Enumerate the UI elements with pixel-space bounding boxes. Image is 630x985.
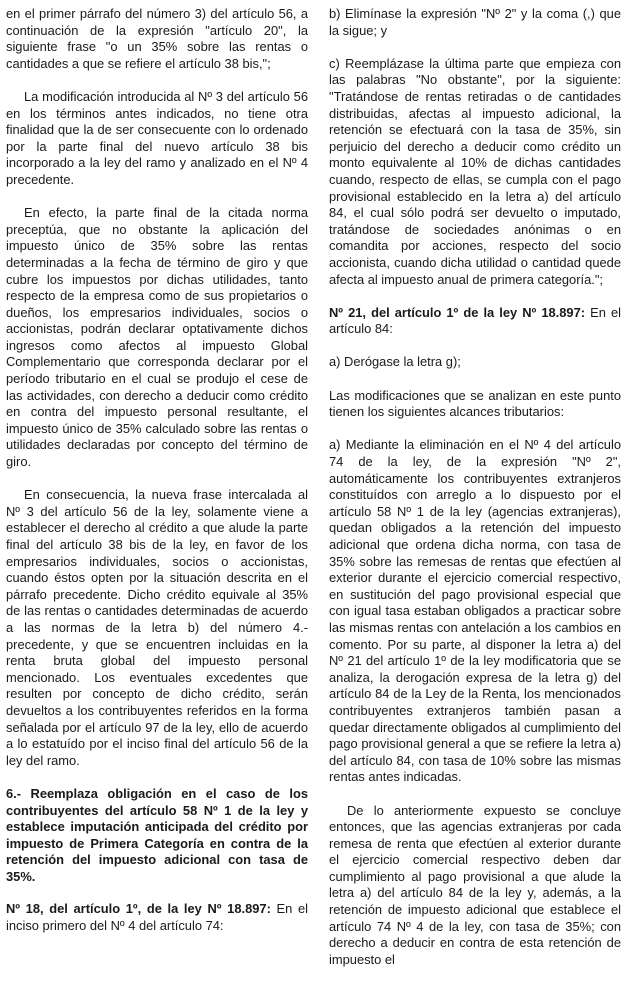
paragraph-modification: La modificación introducida al Nº 3 del artículo 56 en los términos antes indicados, no tiene otra finalidad que la de ser consecuente con lo ordenado por la parte final del nuevo artículo 38 bis incorporado a la ley del ramo y analizado en el Nº 4 precedente.	[6, 88, 308, 187]
right-column	[329, 6, 621, 985]
paragraph-item-a-analysis: a) Mediante la eliminación en el Nº 4 del artículo 74 de la ley, de la expresión "Nº 2", automáticamente los contribuyentes extranjeros constituídos con arreglo a lo dispuesto por el artículo 58 Nº 1 de la ley (agencias extranjeras), quedan obligados a la retención del impuesto adicional que ordena dicha norma, con tasa de 35% sobre las remesas de rentas que efectúen al exterior durante el ejercicio comercial respectivo, en sustitución del pago provisional especial que con igual tasa estaban obligados a practicar sobre las mismas rentas con antelación a los cambios en comento. Por su parte, al disponer la letra a) del Nº 21 del artículo 1º de la ley modificatoria que se analiza, la derogación expresa de la letra g) del artículo 84 de la Ley de la Renta, los mencionados contribuyentes extranjeros también pasan a quedar directamente obligados al cumplimiento del pago provisional general a que se refiere la letra a) del artículo 84, con tasa de 10% sobre las mismas rentas antes indicadas.	[329, 437, 621, 785]
paragraph-n18	[6, 901, 308, 934]
paragraph-effect: En efecto, la parte final de la citada norma preceptúa, que no obstante la aplicación del impuesto único de 35% sobre las rentas determinadas a la fecha de término de giro y que cubre los impuestos por dichas utilidades, tanto respecto de la empresa como de sus propietarios o dueños, los empresarios individuales, socios o accionistas, podrán declarar optativamente dichos ingresos como afectos al impuesto Global Complementario que corresponda declarar por el período tributario en el cual se produjo el cese de las actividades, con derecho a deducir como crédito en contra del impuesto personal resultante, el impuesto único de 35% calculado sobre las rentas o utilidades declaradas por concepto del término de giro.	[6, 205, 308, 470]
paragraph-intro: en el primer párrafo del número 3) del artículo 56, a continuación de la expresión "artículo 20", la siguiente frase "o un 35% sobre las rentas o cantidades a que se refiere el artículo 38 bis,";	[6, 6, 308, 71]
paragraph-item-a: a) Derógase la letra g);	[329, 354, 461, 370]
paragraph-conclusion: De lo anteriormente expuesto se concluye entonces, que las agencias extranjeras por cada remesa de renta que efectúen al exterior durante el ejercicio comercial respectivo deben dar cumplimiento al pago provisional a que alude la letra a) del artículo 84 de la ley y, además, a la retención de impuesto adicional que establece el artículo 74 Nº 4 de la ley, con tasa de 35%; con derecho a deducir en contra de esta retención de impuesto el	[329, 802, 621, 967]
n18-label: Nº 18, del artículo 1º, de la ley Nº 18.897:	[6, 901, 271, 917]
paragraph-modifications: Las modificaciones que se analizan en este punto tienen los siguientes alcances tributarios:	[329, 387, 621, 420]
n21-text: En el artículo 84:	[329, 304, 621, 337]
paragraph-item-b: b) Elimínase la expresión "Nº 2" y la coma (,) que la sigue; y	[329, 6, 621, 38]
paragraph-item-c: c) Reemplázase la última parte que empieza con las palabras "No obstante", por la siguiente: "Tratándose de rentas retiradas o de cantidades distribuidas, afectas al impuesto adicional, la retención se efectuará con la tasa de 35%, sin perjuicio del derecho a deducir como crédito un monto equivalente al 10% de dichas cantidades cuando, respecto de ellas, se cumpla con el pago provisional establecido en la letra a) del artículo 84, el cual sólo podrá ser devuelto o imputado, tratándose de sociedades anónimas o en comandita por acciones, respecto del socio accionista, cuando dicha utilidad o cantidad quede afecta al impuesto anual de primera categoría.";	[329, 55, 621, 287]
paragraph-n21	[329, 305, 621, 338]
paragraph-consequence: En consecuencia, la nueva frase intercalada al Nº 3 del artículo 56 de la ley, solamente viene a establecer el derecho al crédito a que alude la parte final del artículo 38 bis de la ley, en favor de los empresarios individuales, socios o accionistas, cuando éstos opten por la situación descrita en el párrafo precedente. Dicho crédito equivale al 35% de las rentas o cantidades determinadas de acuerdo a las normas de la letra b) del número 4.- precedente, y que se encuentren incluidas en la renta bruta global del impuesto personal mencionado. Los eventuales excedentes que resulten por concepto de dicho crédito, serán devueltos a los contribuyentes referidos en la forma señalada por el artículo 97 de la ley, ello de acuerdo a lo estatuído por el inciso final del artículo 56 de la ley del ramo.	[6, 487, 308, 768]
n21-label: Nº 21, del artículo 1º de la ley Nº 18.897:	[329, 304, 586, 320]
left-column	[6, 6, 308, 951]
section-heading-6: 6.- Reemplaza obligación en el caso de los contribuyentes del artículo 58 Nº 1 de la ley y establece imputación anticipada del crédito por impuesto de Primera Categoría en contra de la retención del impuesto adicional con tasa de 35%.	[6, 785, 308, 884]
n18-text: En el inciso primero del Nº 4 del artículo 74:	[6, 901, 308, 934]
